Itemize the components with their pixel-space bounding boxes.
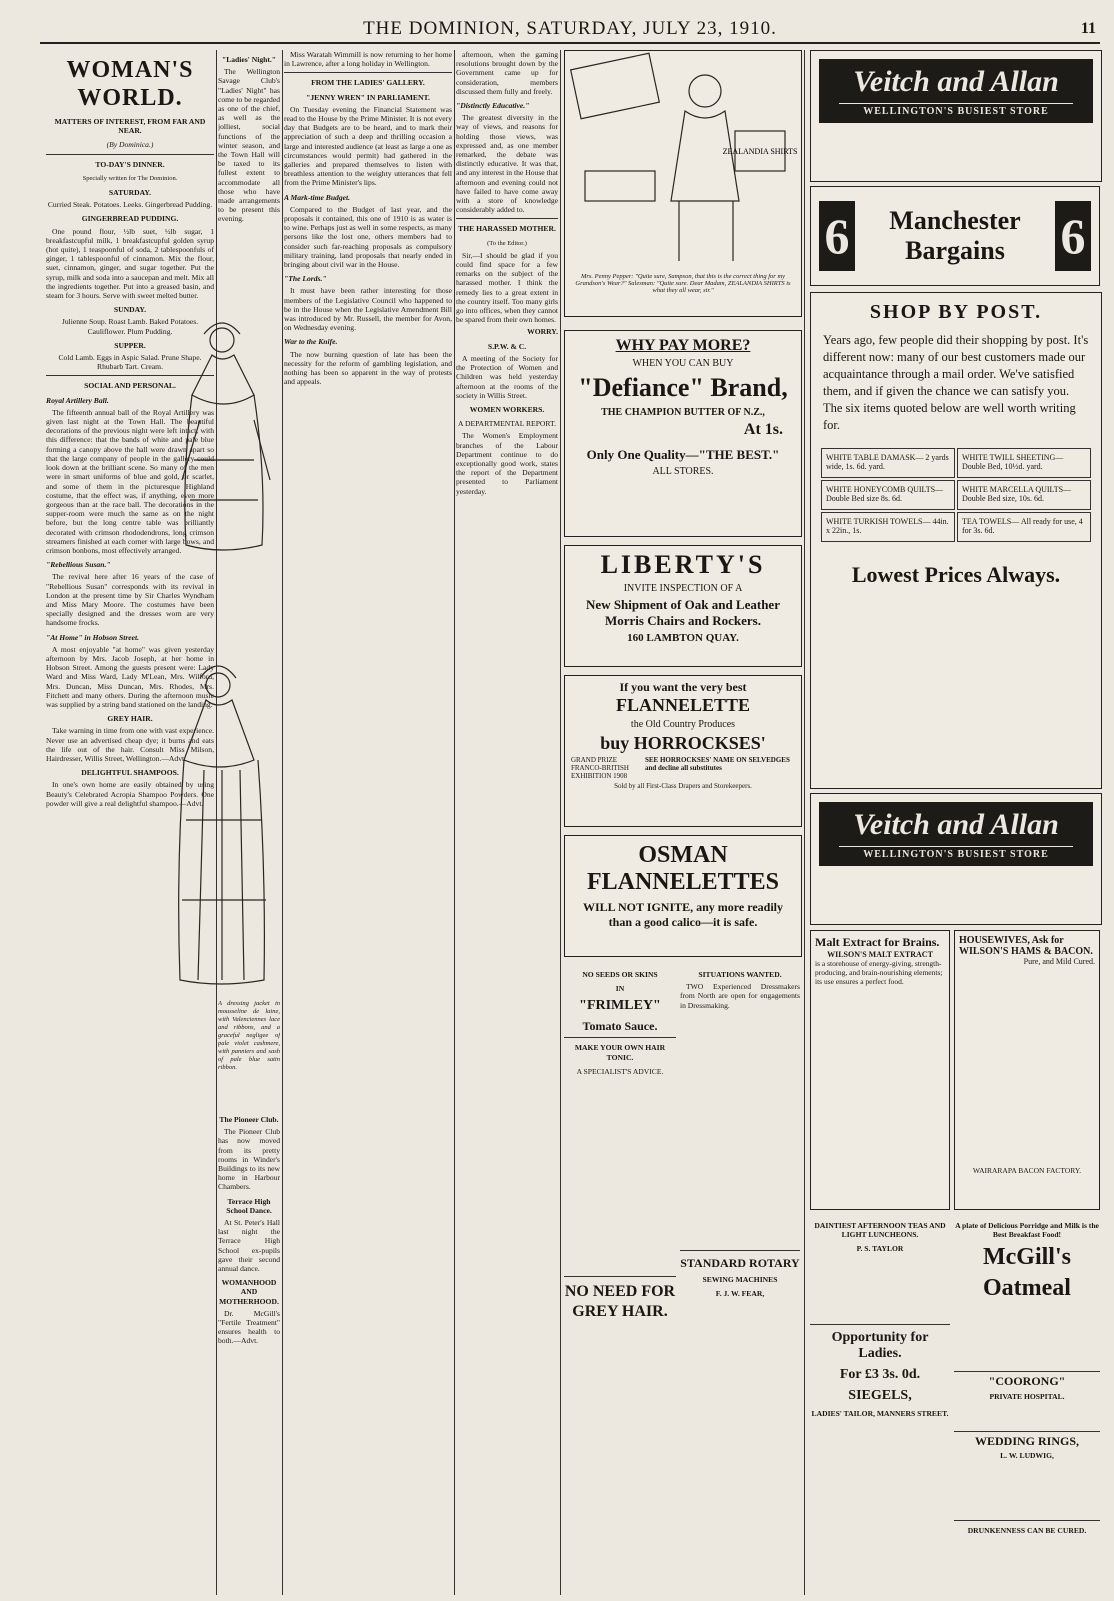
workers-sub: A DEPARTMENTAL REPORT. [458, 419, 556, 429]
shop-item: TEA TOWELS— All ready for use, 4 for 3s. 6d. [957, 512, 1091, 542]
horrockses-flannelette: FLANNELETTE [615, 695, 751, 715]
signature-worry: WORRY. [527, 327, 558, 337]
manchester-num-left: 6 [819, 201, 855, 271]
hams-head: HOUSEWIVES, Ask for WILSON'S HAMS & BACON. [959, 935, 1093, 957]
column-parliament [456, 50, 558, 1595]
ad-osman [564, 835, 802, 957]
ad-defiance [564, 330, 802, 537]
grey-hair-heading: GREY HAIR. [107, 714, 153, 724]
at-home-heading: "At Home" in Hobson Street. [46, 632, 140, 642]
coorong-sub: PRIVATE HOSPITAL. [989, 1391, 1065, 1401]
frimley-brand: "FRIMLEY" [579, 998, 661, 1014]
shop-items [821, 448, 1091, 542]
shop-item: WHITE MARCELLA QUILTS— Double Bed size, 10s. 6d. [957, 480, 1091, 510]
liberty-name: LIBERTY'S [600, 550, 766, 579]
drunkenness-head: DRUNKENNESS CAN BE CURED. [967, 1526, 1087, 1536]
shampoo-text: In one's own home are easily obtained by using Beauty's Celebrated Acropia Shampoo Powders. One powder will give a real delightful shampoo.—Advt. [46, 780, 214, 808]
terrace-text: At St. Peter's Hall last night the Terrace High School ex-pupils gave their second annual dance. [218, 1218, 280, 1274]
sunday-menu: Julienne Soup. Roast Lamb. Baked Potatoes. Cauliflower. Plum Pudding. [61, 317, 199, 336]
mcgill-oatmeal: Oatmeal [983, 1275, 1071, 1302]
page-number: 11 [1080, 20, 1096, 37]
gallery-subheading: "JENNY WREN" IN PARLIAMENT. [306, 92, 430, 102]
section-title: WOMAN'S WORLD. [66, 57, 194, 111]
opportunity-head: Opportunity for Ladies. [831, 1329, 929, 1361]
zealandia-illustration [565, 51, 801, 266]
pioneer-heading: The Pioneer Club. [219, 1115, 279, 1124]
ladies-night-text: The Wellington Savage Club's "Ladies' Night" has come to be regarded as one of the chief, as well as the jolliest, social functions of the winter season, and the Town Hall will be taxed to its fullest extent to accommodate all those who have made arrangements to be present this evening. [218, 67, 280, 224]
knife-text: The now burning question of late has been the necessity for the reform of gambling legislation, and nothing has been so apparent in the way of protests and appeals. [284, 349, 452, 387]
mcgill-head: A plate of Delicious Porridge and Milk is the Best Breakfast Food! [955, 1221, 1099, 1240]
manchester-text: Manchester Bargains [889, 206, 1021, 265]
ad-manchester [810, 186, 1100, 286]
gaming-text: afternoon, when the gaming resolutions brought down by the Government came up for consideration, members discussed them fully and freely. [456, 50, 558, 96]
ball-heading: Royal Artillery Ball. [46, 395, 109, 405]
osman-head: OSMAN FLANNELETTES [586, 842, 780, 895]
shop-head: SHOP BY POST. [869, 301, 1043, 323]
malt-sub: WILSON'S MALT EXTRACT [827, 950, 933, 959]
tonic-head: MAKE YOUR OWN HAIR TONIC. [574, 1043, 666, 1062]
zealandia-label: ZEALANDIA SHIRTS [722, 147, 798, 156]
harassed-text: Sir,—I should be glad if you could find space for a few remarks on the subject of the harassed mother. I think the remedy lies to a great extent in the country itself. Too many girls go into offices, when they cannot be spared from their own homes. [456, 250, 558, 325]
susan-heading: "Rebellious Susan." [46, 560, 111, 570]
defiance-line: WHEN YOU CAN BUY [632, 358, 734, 369]
gingerbread-recipe: One pound flour, ½lb suet, ½lb sugar, 1 breakfastcupful milk, 1 breakfastcupful golden syrup (hot quite), 1 teaspoonful of soda, 2 tablespoonfuls of ginger, 1 tablespoonful of cinnamon. Mix the flour, suet, cinnamon, ginger, and sugar together. Put the syrup, milk and soda into a saucepan and melt. Mix all the ingredients together. Put into a greased basin, and steam for 3 hours. Serve with sweet melted butter. [46, 226, 214, 301]
womanhood-text: Dr. McGill's "Fertile Treatment" ensures health to both.—Advt. [218, 1308, 280, 1346]
liberty-line1: New Shipment of Oak and Leather [586, 597, 780, 612]
sunday-heading: SUNDAY. [113, 305, 147, 315]
fashion-illustration [160, 300, 280, 990]
siegel-sub: LADIES' TAILOR, MANNERS STREET. [811, 1408, 949, 1418]
coorong-head: "COORONG" [988, 1374, 1066, 1389]
supper-menu: Cold Lamb. Eggs in Aspic Salad. Prune Shape. Rhubarb Tart. Cream. [58, 353, 202, 372]
taylor-name: P. S. TAYLOR [856, 1244, 904, 1254]
greyhair-head: NO NEED FOR GREY HAIR. [564, 1283, 676, 1321]
ad-veitch-top [810, 50, 1102, 182]
lords-heading: "The Lords." [284, 274, 327, 284]
zealandia-caption: Mrs. Penny Pepper: "Quite sure, Sampson, that this is the correct thing for my Grandson's Wear?" Salesman: "Quite sure. Dear Madam, ZEALANDIA SHIRTS is what they all wear, sir." [575, 273, 791, 294]
saturday-menu: Curried Steak. Potatoes. Leeks. Gingerbread Pudding. [47, 200, 213, 210]
liberty-address: 160 LAMBTON QUAY. [627, 632, 739, 644]
gallery-text: On Tuesday evening the Financial Statement was read to the House by the Prime Minister. It is not every day that Budgets are to be heard, and to mark their appreciation of such a deep and thrilling occasion a large and interested audience (at least as large a one as circumstances would permit) had gathered in the galleries and prepared themselves to listen with breathless attention to the weighty utterances that fell from the Prime Minister's lips. [284, 104, 452, 188]
veitch-logo-2: Veitch and Allan WELLINGTON'S BUSIEST STORE [819, 802, 1093, 866]
tonic-sub: A SPECIALIST'S ADVICE. [576, 1066, 664, 1076]
defiance-sub: THE CHAMPION BUTTER OF N.Z., [601, 407, 765, 418]
frimley-in: IN [615, 984, 625, 994]
terrace-heading: Terrace High School Dance. [226, 1196, 272, 1215]
hams-foot: WAIRARAPA BACON FACTORY. [972, 1166, 1082, 1175]
hams-side: Pure, and Mild Cured. [1023, 957, 1095, 966]
section-subtitle: MATTERS OF INTEREST, FROM FAR AND NEAR. [54, 117, 206, 136]
rotary-agent: F. J. W. FEAR, [715, 1289, 765, 1299]
budget-text: Compared to the Budget of last year, and the proposals it contained, this one of 1910 is as water is to wine. Perhaps just as well in some respects, as many persons like the lost one, others members had to consider such far-reaching proposals as compulsory military training, land proposals that nearly ended in bringing about civil war in the House. [284, 204, 452, 270]
malt-text: is a storehouse of energy-giving, strength-producing, and brain-nourishing elements; its use ensures a perfect food. [815, 959, 943, 986]
workers-text: The Women's Employment branches of the Labour Department continue to do exceptionally good work, states the report of the Department presented to Parliament yesterday. [456, 431, 558, 496]
shop-item: WHITE HONEYCOMB QUILTS— Double Bed size 8s. 6d. [821, 480, 955, 510]
horrockses-sold: Sold by all First-Class Drapers and Storekeepers. [614, 782, 752, 790]
column-pioneer [218, 1110, 280, 1590]
shop-item: WHITE TABLE DAMASK— 2 yards wide, 1s. 6d. yard. [821, 448, 955, 478]
liberty-invite: INVITE INSPECTION OF A [623, 583, 743, 594]
shop-body: Years ago, few people did their shopping by post. It's different now: many of our best customers made our acquaintance through a mail order. We've satisfied them, and if given the chance we can satisfy you. The six items quoted below are well worth writing for. [823, 333, 1089, 432]
ad-veitch-bottom [810, 793, 1102, 925]
horrockses-prize: GRAND PRIZE FRANCO-BRITISH EXHIBITION 1908 [571, 756, 629, 780]
rotary-head: STANDARD ROTARY [680, 1255, 800, 1270]
frimley-head: NO SEEDS OR SKINS [582, 970, 658, 979]
shampoo-heading: DELIGHTFUL SHAMPOOS. [81, 768, 179, 778]
ad-column-left [564, 965, 676, 1585]
ad-column-bottom-left [810, 1216, 950, 1596]
educative-text: The greatest diversity in the way of views, and reasons for holding those views, was expressed and, as one member remarked, the debate was distinctly educative. It was that, and any interest in the House that afternoon and evening could not have failed to have come away with a store of knowledge considerably added to. [456, 113, 558, 215]
spwc-text: A meeting of the Society for the Protection of Women and Children was held yesterday afternoon at the rooms of the society in Willis Street. [456, 353, 558, 400]
ad-column-right [680, 965, 800, 1585]
knife-heading: War to the Knife. [284, 337, 338, 347]
horrockses-top: If you want the very best [619, 680, 747, 694]
liberty-line2: Morris Chairs and Rockers. [605, 613, 761, 628]
malt-head: Malt Extract for Brains. [815, 935, 940, 949]
personal-notes: Miss Waratah Wimmill is now returning to her home in Lawrence, after a long holiday in Wellington. [284, 50, 452, 69]
lords-text: It must have been rather interesting for those members of the Legislative Council who happened to be in the House when the Legislative Amendment Bill was introduced by Mr. Russell, the member for Avon, on Wednesday evening. [284, 286, 452, 333]
at-home-text: A most enjoyable "at home" was given yesterday afternoon by Mrs. Jacob Joseph, at her home in Hobson Street. Among the guests present were: Lady Ward and Miss Ward, Lady M'Lean, Mrs. Wilford, Mrs. Duncan, Miss Duncan, Mrs. Rhodes, Mrs. Fitchett and many others. During the afternoon music was supplied by a string band stationed on the landing. [46, 644, 214, 709]
dinner-heading: TO-DAY'S DINNER. [95, 159, 165, 169]
educative-heading: "Distinctly Educative." [456, 101, 530, 111]
ad-horrockses [564, 675, 802, 827]
mcgill-brand: McGill's [983, 1244, 1071, 1271]
situations-head: SITUATIONS WANTED. [698, 970, 782, 979]
rings-maker: L. W. LUDWIG, [1000, 1451, 1054, 1461]
siegel-name: SIEGELS, [848, 1387, 912, 1403]
shop-footer: Lowest Prices Always. [851, 562, 1061, 587]
harassed-heading: THE HARASSED MOTHER. [458, 224, 556, 234]
masthead [40, 14, 1100, 44]
horrockses-brand: HORROCKSES' [633, 733, 766, 753]
ladies-night-heading: "Ladies' Night." [221, 55, 276, 64]
horrockses-see: SEE HORROCKSES' NAME ON SELVEDGES and decline all substitutes [645, 756, 790, 772]
saturday-heading: SATURDAY. [108, 188, 152, 198]
dinner-note: Specially written for The Dominion. [82, 174, 178, 182]
spwc-heading: S.P.W. & C. [487, 341, 527, 351]
supper-heading: SUPPER. [114, 340, 146, 350]
defiance-brand: "Defiance" Brand, [578, 373, 788, 402]
manchester-num-right: 6 [1055, 201, 1091, 271]
shop-item: WHITE TWILL SHEETING— Double Bed, 10½d. yard. [957, 448, 1091, 478]
illustration-caption: A dressing jacket in mousseline de laine, with Valenciennes lace and ribbons, and a graceful negligee of pale violet cashmere, with panniers and sash of pale blue satin ribbon. [218, 1000, 280, 1071]
byline: (By Dominica.) [106, 140, 154, 150]
shop-item: WHITE TURKISH TOWELS— 44in. x 22in., 1s. [821, 512, 955, 542]
defiance-stores: ALL STORES. [652, 466, 714, 477]
horrockses-old: the Old Country Produces [630, 719, 736, 730]
ball-text: The fifteenth annual ball of the Royal Artillery was given last night at the Town Hall. The beautiful decorations of the previous night were left intact, with this difference: that the bands of white and pale blue forming a canopy above the hall were drawn apart so that the large company of people in the gallery could look down at the brilliant scene. So many of the men were in smart uniforms of blue and gold, or scarlet, and some of them in the picturesque Highland costume, that the effect was, if anything, even more gorgeous than at the race ball. The decorations in the supper-room were much the same as on the night before, but the long centre table was brilliantly decorated with crimson rhododendrons, long crimson streamers finished at each corner with large bows, and crimson bonbons, most effectively arranged. [46, 407, 214, 555]
gingerbread-heading: GINGERBREAD PUDDING. [81, 214, 179, 224]
pioneer-text: The Pioneer Club has now moved from its pretty rooms in Winder's Buildings to its new home in Harbour Chambers. [218, 1127, 280, 1192]
veitch-logo: Veitch and Allan WELLINGTON'S BUSIEST STORE [819, 59, 1093, 123]
defiance-quality: Only One Quality—"THE BEST." [586, 447, 780, 462]
ad-libertys [564, 545, 802, 667]
budget-heading: A Mark-time Budget. [284, 192, 351, 202]
workers-heading: WOMEN WORKERS. [469, 404, 545, 414]
ad-malt [810, 930, 950, 1210]
susan-text: The revival here after 16 years of the case of "Rebellious Susan" corresponds with its revival in London at the present time by Sir Charles Wyndham and Miss Mary Moore. The costumes have been specially designed and the dresses worn are very handsome frocks. [46, 572, 214, 628]
ad-column-bottom-right [954, 1216, 1100, 1596]
ad-shop-by-post [810, 292, 1102, 789]
osman-sub: WILL NOT IGNITE, any more readily than a good calico—it is safe. [582, 900, 784, 929]
gallery-heading: FROM THE LADIES' GALLERY. [311, 78, 425, 88]
ad-hams [954, 930, 1100, 1210]
column-ladies-gallery [284, 50, 452, 1595]
defiance-price: At 1s. [743, 421, 783, 438]
horrockses-buy: buy [600, 733, 630, 753]
situations-text: TWO Experienced Dressmakers from North are open for engagements in Dressmaking. [680, 982, 800, 1010]
masthead-title: THE DOMINION, SATURDAY, JULY 23, 1910. [363, 18, 777, 39]
harassed-sub: (To the Editor.) [487, 239, 527, 247]
frimley-sauce: Tomato Sauce. [582, 1019, 658, 1034]
grey-hair-text: Take warning in time from one with vast experience. Never use an advertised cheap dye; it burns and eats the life out of the hair. Consult Miss Milson, Hairdresser, Willis Street, Wellington.—Advt. [46, 726, 214, 763]
taylor-head: DAINTIEST AFTERNOON TEAS AND LIGHT LUNCHEONS. [814, 1221, 946, 1240]
defiance-head: WHY PAY MORE? [615, 337, 751, 354]
womanhood-heading: WOMANHOOD AND MOTHERHOOD. [219, 1278, 279, 1306]
social-heading: SOCIAL AND PERSONAL. [84, 381, 176, 391]
rings-head: WEDDING RINGS, [974, 1433, 1079, 1448]
opportunity-price: For £3 3s. 0d. [839, 1366, 921, 1382]
rotary-sub: SEWING MACHINES [702, 1274, 778, 1284]
ad-zealandia [564, 50, 802, 317]
